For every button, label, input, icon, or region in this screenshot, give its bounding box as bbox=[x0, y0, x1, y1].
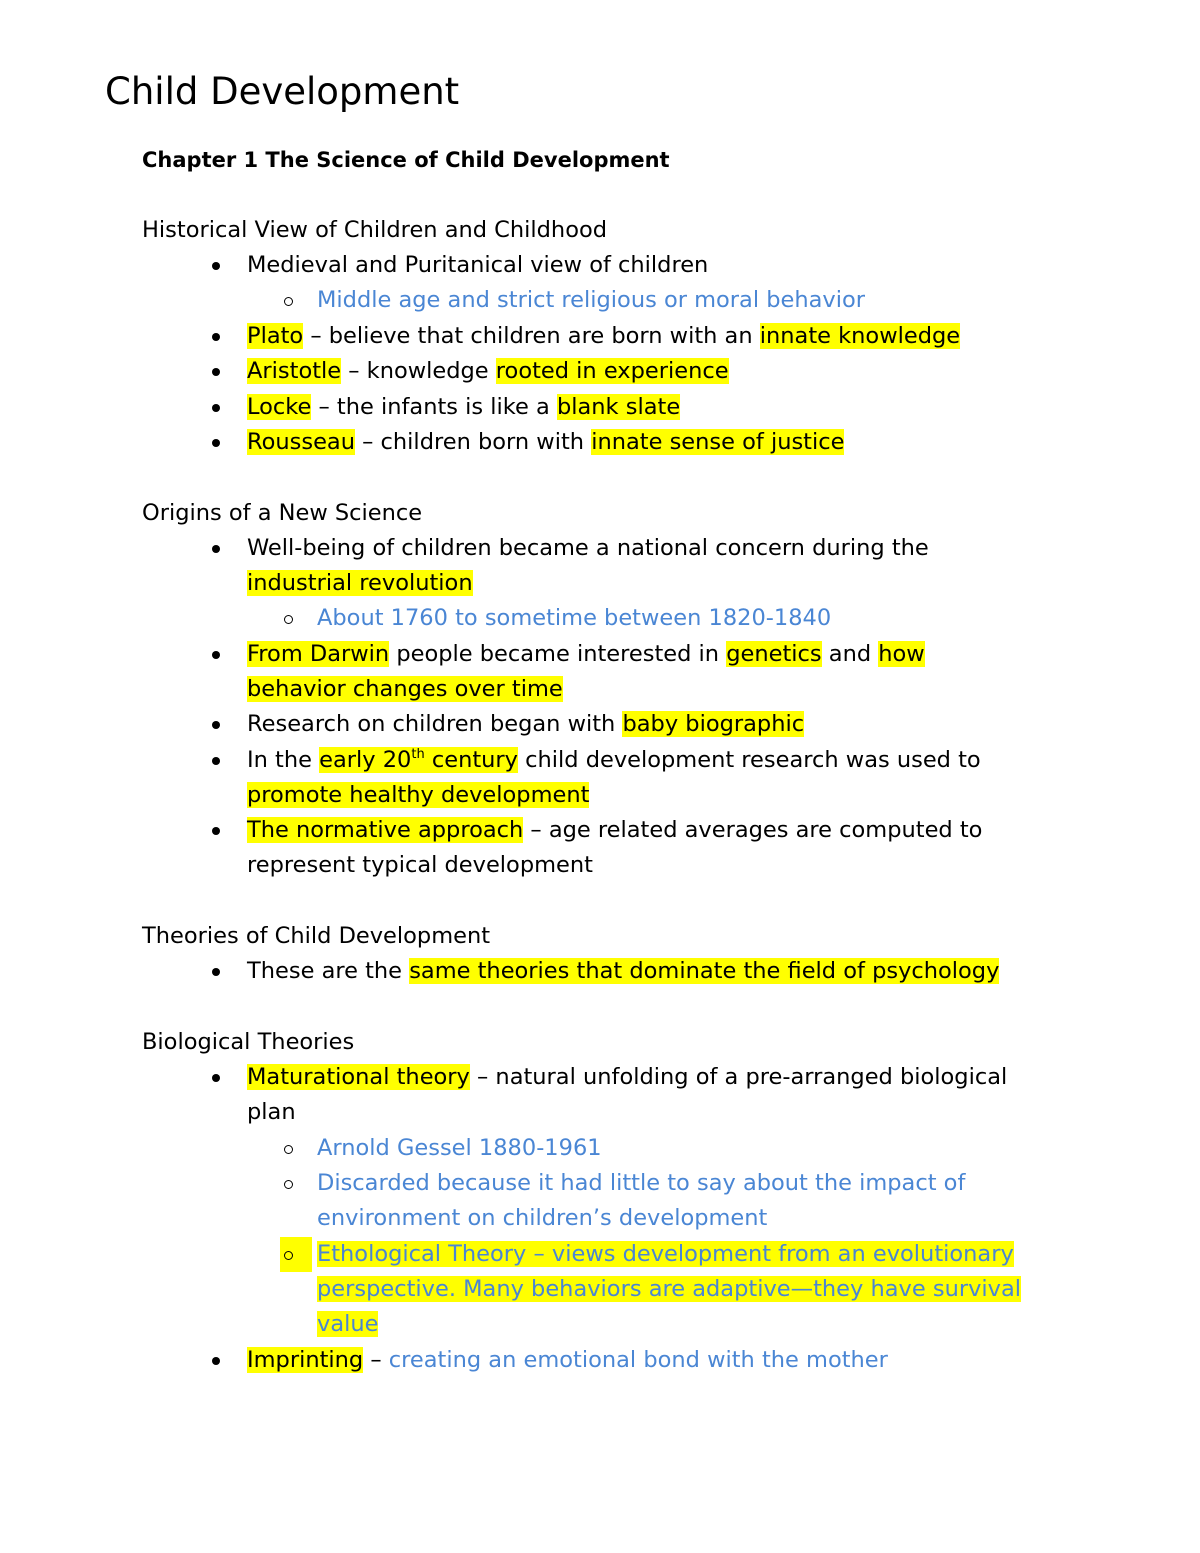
highlight: innate sense of justice bbox=[591, 429, 845, 455]
highlight: Ethological Theory – views development from an evolutionary bbox=[317, 1241, 1014, 1267]
highlight: how bbox=[878, 641, 925, 667]
text: In the bbox=[247, 747, 320, 773]
bullet-icon bbox=[212, 968, 220, 976]
bullet-icon bbox=[212, 651, 220, 659]
highlight bbox=[319, 747, 518, 773]
highlight: perspective. Many behaviors are adaptive—they have survival bbox=[317, 1276, 1022, 1302]
list-item: Medieval and Puritanical view of children bbox=[247, 252, 709, 278]
list-item bbox=[247, 954, 999, 989]
bullet-icon bbox=[212, 404, 220, 412]
list-item bbox=[247, 1060, 1007, 1095]
text: – natural unfolding of a pre-arranged biological bbox=[469, 1064, 1008, 1090]
list-item-darwin bbox=[247, 637, 925, 672]
bullet-icon bbox=[212, 1357, 220, 1365]
highlight: value bbox=[317, 1311, 379, 1337]
bullet-icon bbox=[212, 333, 220, 341]
bullet-icon bbox=[212, 545, 220, 553]
highlight: Imprinting bbox=[247, 1347, 364, 1373]
bullet-icon bbox=[212, 757, 220, 765]
text: – children born with bbox=[355, 429, 592, 455]
section-heading-origins: Origins of a New Science bbox=[142, 500, 423, 526]
bullet-icon bbox=[212, 1074, 220, 1082]
highlight: The normative approach bbox=[247, 817, 524, 843]
text: child development research was used to bbox=[518, 747, 981, 773]
bullet-icon bbox=[212, 368, 220, 376]
text: century bbox=[424, 747, 518, 773]
bullet-icon bbox=[212, 262, 220, 270]
highlight: same theories that dominate the field of psychology bbox=[409, 958, 1000, 984]
list-item bbox=[247, 707, 804, 742]
highlight: promote healthy development bbox=[247, 782, 590, 808]
sub-bullet-icon bbox=[284, 615, 293, 624]
list-item-continuation bbox=[247, 672, 563, 707]
list-item: Well-being of children became a national concern during the bbox=[247, 535, 929, 561]
sub-list-item-continuation bbox=[317, 1272, 1021, 1307]
superscript: th bbox=[411, 747, 425, 762]
sub-bullet-icon bbox=[284, 1180, 293, 1189]
highlight: Plato bbox=[247, 323, 304, 349]
highlight: From Darwin bbox=[247, 641, 390, 667]
sub-list-item: About 1760 to sometime between 1820-1840 bbox=[317, 605, 832, 631]
highlight: Locke bbox=[247, 394, 312, 420]
highlight: behavior changes over time bbox=[247, 676, 563, 702]
text-blue: creating an emotional bond with the mother bbox=[388, 1347, 888, 1373]
text: – age related averages are computed to bbox=[523, 817, 983, 843]
list-item-continuation: plan bbox=[247, 1099, 296, 1125]
list-item-continuation bbox=[247, 566, 473, 601]
list-item-continuation: represent typical development bbox=[247, 852, 593, 878]
bullet-icon bbox=[212, 827, 220, 835]
text: people became interested in bbox=[389, 641, 727, 667]
list-item bbox=[247, 813, 982, 848]
sub-bullet-icon bbox=[284, 297, 293, 306]
list-item bbox=[247, 1343, 888, 1378]
list-item-locke bbox=[247, 390, 680, 425]
text: – the infants is like a bbox=[311, 394, 557, 420]
list-item-aristotle bbox=[247, 354, 729, 389]
sub-bullet-icon bbox=[284, 1251, 293, 1260]
text: – bbox=[363, 1347, 389, 1373]
highlight: rooted in experience bbox=[495, 358, 729, 384]
bullet-icon bbox=[212, 721, 220, 729]
sub-list-item: Middle age and strict religious or moral behavior bbox=[317, 287, 865, 313]
sub-list-item bbox=[317, 1237, 1014, 1272]
text: These are the bbox=[247, 958, 410, 984]
text: – believe that children are born with an bbox=[303, 323, 760, 349]
sub-list-item-continuation bbox=[317, 1307, 378, 1342]
list-item-rousseau bbox=[247, 425, 844, 460]
list-item-continuation bbox=[247, 778, 589, 813]
text: Research on children began with bbox=[247, 711, 623, 737]
highlight: baby biographic bbox=[622, 711, 805, 737]
list-item-plato bbox=[247, 319, 960, 354]
chapter-heading: Chapter 1 The Science of Child Development bbox=[142, 148, 670, 172]
document-title: Child Development bbox=[105, 70, 460, 113]
text: early 20 bbox=[319, 747, 412, 773]
highlight: Rousseau bbox=[247, 429, 355, 455]
highlight: innate knowledge bbox=[759, 323, 961, 349]
highlight: genetics bbox=[726, 641, 822, 667]
list-item bbox=[247, 743, 981, 778]
sub-list-item: Discarded because it had little to say about the impact of bbox=[317, 1170, 966, 1196]
section-heading-biological: Biological Theories bbox=[142, 1029, 355, 1055]
section-heading-historical: Historical View of Children and Childhood bbox=[142, 217, 608, 243]
text: – knowledge bbox=[341, 358, 496, 384]
sub-list-item: Arnold Gessel 1880-1961 bbox=[317, 1135, 602, 1161]
highlight: Maturational theory bbox=[247, 1064, 470, 1090]
section-heading-theories: Theories of Child Development bbox=[142, 923, 491, 949]
highlight: blank slate bbox=[556, 394, 681, 420]
highlight: industrial revolution bbox=[247, 570, 473, 596]
highlight: Aristotle bbox=[247, 358, 342, 384]
bullet-icon bbox=[212, 439, 220, 447]
text: and bbox=[821, 641, 879, 667]
sub-list-item-continuation: environment on children’s development bbox=[317, 1205, 768, 1231]
sub-bullet-icon bbox=[284, 1145, 293, 1154]
